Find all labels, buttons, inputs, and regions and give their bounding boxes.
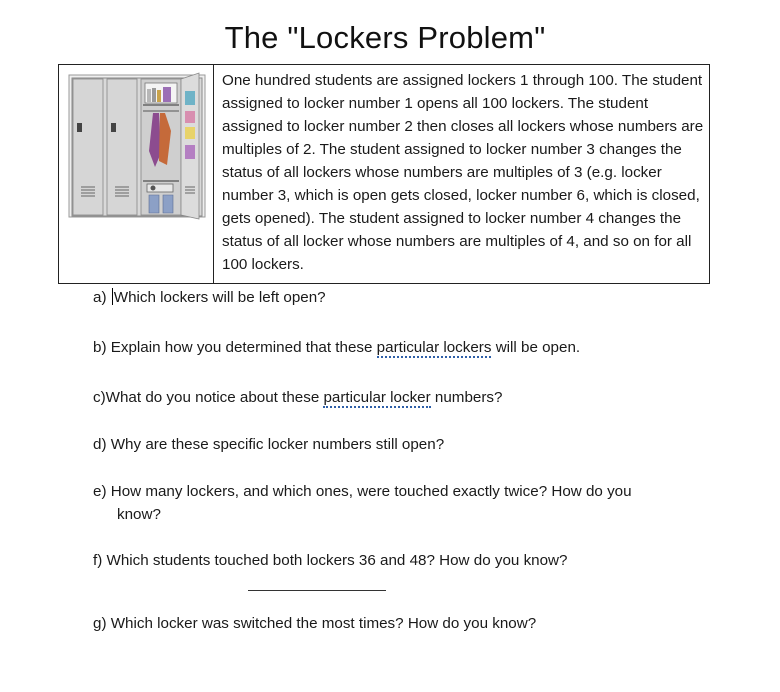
question-e	[93, 480, 693, 526]
spellcheck-underlined-text[interactable]: particular lockers	[376, 339, 492, 356]
question-g: g) Which locker was switched the most times? How do you know?	[93, 615, 537, 632]
lockers-illustration	[67, 71, 207, 221]
question-f: f) Which students touched both lockers 36 and 48? How do you know?	[93, 552, 568, 569]
question-d: d) Why are these specific locker numbers still open?	[93, 436, 445, 453]
question-b-pre: b) Explain how you determined that these	[93, 339, 377, 356]
question-c-pre: c)What do you notice about these	[93, 389, 324, 406]
question-c	[93, 386, 693, 409]
question-c-post: numbers?	[430, 389, 503, 406]
answer-blank-line[interactable]	[248, 590, 386, 591]
question-b-post: will be open.	[491, 339, 581, 356]
question-a	[93, 286, 693, 309]
text-cursor	[112, 288, 113, 305]
question-a-text: Which lockers will be left open?	[113, 289, 326, 306]
question-e-line2: know?	[117, 506, 161, 523]
column-divider	[213, 65, 214, 283]
question-a-prefix: a)	[93, 289, 111, 306]
question-e-line1: e) How many lockers, and which ones, were touched exactly twice? How do you	[93, 483, 632, 500]
page-title: The "Lockers Problem"	[224, 20, 546, 55]
problem-box	[58, 64, 710, 284]
problem-statement: One hundred students are assigned lockers 1 through 100. The student assigned to locker number 1 opens all 100 lockers. The student assigned to locker number 2 then closes all lockers whose numbers are multiples of 2. The student assigned to locker number 3 changes the status of all lockers whose numbers are multiples of 3 (e.g. locker number 3, which is open gets closed, locker number 6, which is closed, gets opened). The student assigned to locker number 4 changes the status of all locker whose numbers are multiples of 4, and so on for all 100 lockers.	[222, 72, 704, 273]
question-b	[93, 336, 693, 359]
spellcheck-underlined-text[interactable]: particular locker	[323, 389, 431, 406]
